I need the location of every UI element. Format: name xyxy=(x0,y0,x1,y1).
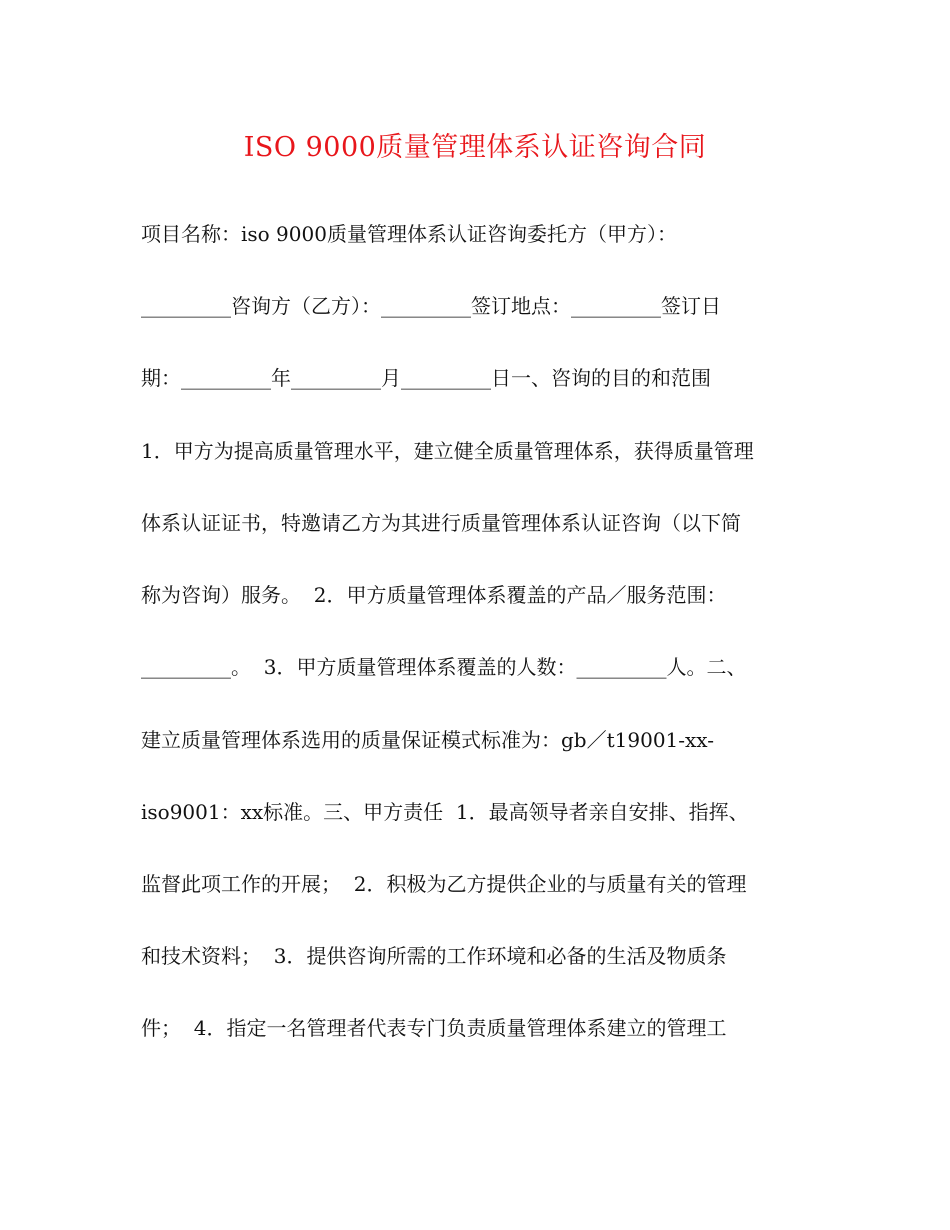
body-line-11: 和技术资料； 3．提供咨询所需的工作环境和必备的生活及物质条 xyxy=(141,944,727,968)
body-line-12: 件； 4．指定一名管理者代表专门负责质量管理体系建立的管理工 xyxy=(141,1016,727,1040)
document-title: ISO 9000质量管理体系认证咨询合同 xyxy=(243,132,707,163)
body-line-9: iso9001：xx标准。三、甲方责任 1．最高领导者亲自安排、指挥、 xyxy=(141,800,749,824)
body-line-5: 体系认证证书，特邀请乙方为其进行质量管理体系认证咨询（以下简 xyxy=(141,511,741,535)
body-line-3: 期：_________年_________月_________日一、咨询的目的和范围 xyxy=(141,366,711,390)
body-line-6: 称为咨询）服务。 2．甲方质量管理体系覆盖的产品／服务范围： xyxy=(141,583,727,607)
body-line-10: 监督此项工作的开展； 2．积极为乙方提供企业的与质量有关的管理 xyxy=(141,872,747,896)
body-line-2: _________咨询方（乙方）：_________签订地点：_________签订日 xyxy=(141,294,721,318)
body-line-8: 建立质量管理体系选用的质量保证模式标准为：gb／t19001-xx- xyxy=(141,728,714,752)
body-line-4: 1．甲方为提高质量管理水平，建立健全质量管理体系，获得质量管理 xyxy=(141,439,754,463)
body-line-7: _________。 3．甲方质量管理体系覆盖的人数：_________人。二、 xyxy=(141,655,747,679)
body-line-1: 项目名称：iso 9000质量管理体系认证咨询委托方（甲方）： xyxy=(141,222,677,246)
